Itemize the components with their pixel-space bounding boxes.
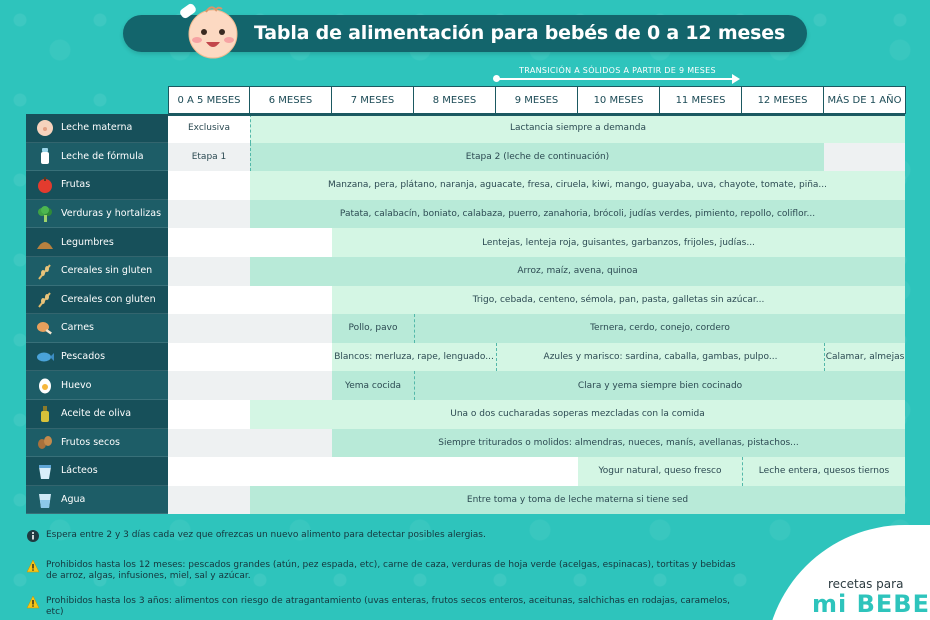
timeline-segment: Yema cocida [332,371,414,400]
table-row [26,114,905,143]
table-row [26,343,905,372]
row-label-text: Agua [61,494,86,506]
table-row [26,200,905,229]
row-label-text: Carnes [61,322,95,334]
row-label [26,343,168,372]
row-timeline [168,371,905,400]
column-header: 0 A 5 MESES [168,86,250,114]
row-label-text: Huevo [61,379,92,391]
fish-icon [36,348,54,366]
row-label [26,314,168,343]
row-label-text: Legumbres [61,236,114,248]
timeline-segment: Una o dos cucharadas soperas mezcladas con la comida [250,400,905,429]
row-label-text: Lácteos [61,465,98,477]
timeline-segment: Clara y yema siempre bien cocinado [414,371,905,400]
row-label [26,457,168,486]
column-header-row [168,86,906,114]
note-text: Espera entre 2 y 3 días cada vez que ofrezcas un nuevo alimento para detectar posibles alergias. [46,530,486,540]
timeline-segment: Exclusiva [187,123,231,134]
row-label-text: Aceite de oliva [61,408,132,420]
breast-icon [36,119,54,137]
row-timeline [168,114,905,143]
transition-arrow [495,66,740,86]
timeline-segment: Azules y marisco: sardina, caballa, gambas, pulpo... [496,343,824,372]
row-label-text: Cereales sin gluten [61,265,153,277]
wheat-icon [36,262,54,280]
drumstick-icon [36,319,54,337]
row-timeline [168,400,905,429]
row-label [26,200,168,229]
row-label-text: Leche materna [61,122,133,134]
transition-line [495,78,734,80]
yogurt-icon [36,462,54,480]
table-row [26,257,905,286]
row-label-text: Cereales con gluten [61,293,156,305]
baby-face-icon [178,2,248,60]
column-header: 9 MESES [496,86,578,114]
table-row [26,429,905,458]
row-label [26,486,168,515]
column-header: 12 MESES [742,86,824,114]
timeline-segment: Calamar, almejas [824,343,905,372]
row-timeline [168,429,905,458]
timeline-segment: Ternera, cerdo, conejo, cordero [414,314,905,343]
warning-icon [26,595,40,609]
bottle-icon [36,147,54,165]
table-row [26,371,905,400]
table-row [26,171,905,200]
timeline-segment: Siempre triturados o molidos: almendras, nueces, manís, avellanas, pistachos... [332,429,905,458]
row-timeline [168,228,905,257]
row-label-text: Leche de fórmula [61,150,144,162]
row-timeline [168,200,905,229]
row-label-text: Frutos secos [61,436,120,448]
note [26,560,746,582]
row-timeline [168,486,905,515]
logo-top-text: recetas para [828,577,904,591]
timeline-segment: Etapa 2 (leche de continuación) [250,143,824,172]
logo-main-text: mi BEBE [812,590,930,618]
egg-icon [36,376,54,394]
timeline-segment: Entre toma y toma de leche materna si tiene sed [250,486,905,515]
table-row [26,486,905,515]
row-label [26,400,168,429]
timeline-segment: Patata, calabacín, boniato, calabaza, puerro, zanahoria, brócoli, judías verdes, pimiento, repollo, coliflor... [250,200,905,229]
arrow-right-icon [732,74,740,84]
info-icon [26,529,40,543]
transition-label: TRANSICIÓN A SÓLIDOS A PARTIR DE 9 MESES [519,66,716,75]
timeline-segment: Etapa 1 [191,151,227,162]
timeline-segment: Pollo, pavo [332,314,414,343]
timeline-segment: Lentejas, lenteja roja, guisantes, garbanzos, frijoles, judías... [332,228,905,257]
broccoli-icon [36,205,54,223]
page-title: Tabla de alimentación para bebés de 0 a 12 meses [254,22,786,44]
table-row [26,143,905,172]
row-label-text: Pescados [61,351,106,363]
table-rows [26,114,905,514]
timeline-segment: Trigo, cebada, centeno, sémola, pan, pasta, galletas sin azúcar... [332,286,905,315]
column-header: 10 MESES [578,86,660,114]
row-label [26,286,168,315]
row-label-text: Verduras y hortalizas [61,208,162,220]
row-timeline [168,343,905,372]
timeline-segment: Yogur natural, queso fresco [578,457,742,486]
row-label [26,371,168,400]
row-label [26,171,168,200]
column-header: 11 MESES [660,86,742,114]
water-glass-icon [36,491,54,509]
row-timeline [168,286,905,315]
row-timeline [168,171,905,200]
row-label [26,143,168,172]
table-row [26,286,905,315]
timeline-segment: Manzana, pera, plátano, naranja, aguacate, fresa, ciruela, kiwi, mango, guayaba, uva, chayote, tomate, piña... [250,171,905,200]
timeline-segment: Leche entera, quesos tiernos [742,457,905,486]
note [26,530,486,543]
row-label [26,429,168,458]
oil-bottle-icon [36,405,54,423]
table-row [26,400,905,429]
timeline-segment: Lactancia siempre a demanda [250,114,905,143]
table-row [26,457,905,486]
warning-icon [26,559,40,573]
row-timeline [168,314,905,343]
row-label [26,114,168,143]
wheat-icon [36,290,54,308]
apple-icon [36,176,54,194]
timeline-segment: Arroz, maíz, avena, quinoa [250,257,905,286]
table-row [26,314,905,343]
table-row [26,228,905,257]
row-timeline [168,143,905,172]
row-label [26,228,168,257]
row-timeline [168,457,905,486]
column-header: 6 MESES [250,86,332,114]
note-text: Prohibidos hasta los 12 meses: pescados grandes (atún, pez espada, etc), carne de caza, verduras de hoja verde (acelgas, espinacas), tortitas y bebidas de arroz, algas, infusiones, miel, sal y azúcar. [46,560,736,581]
nuts-icon [36,433,54,451]
legumes-icon [36,233,54,251]
row-timeline [168,257,905,286]
column-header: MÁS DE 1 AÑO [824,86,906,114]
column-header: 7 MESES [332,86,414,114]
note-text: Prohibidos hasta los 3 años: alimentos con riesgo de atragantamiento (uvas enteras, frutos secos enteros, aceitunas, salchichas en rodajas, caramelos, etc) [46,596,731,617]
row-label-text: Frutas [61,179,91,191]
row-label [26,257,168,286]
timeline-segment: Blancos: merluza, rape, lenguado... [332,343,496,372]
column-header: 8 MESES [414,86,496,114]
note [26,596,746,618]
